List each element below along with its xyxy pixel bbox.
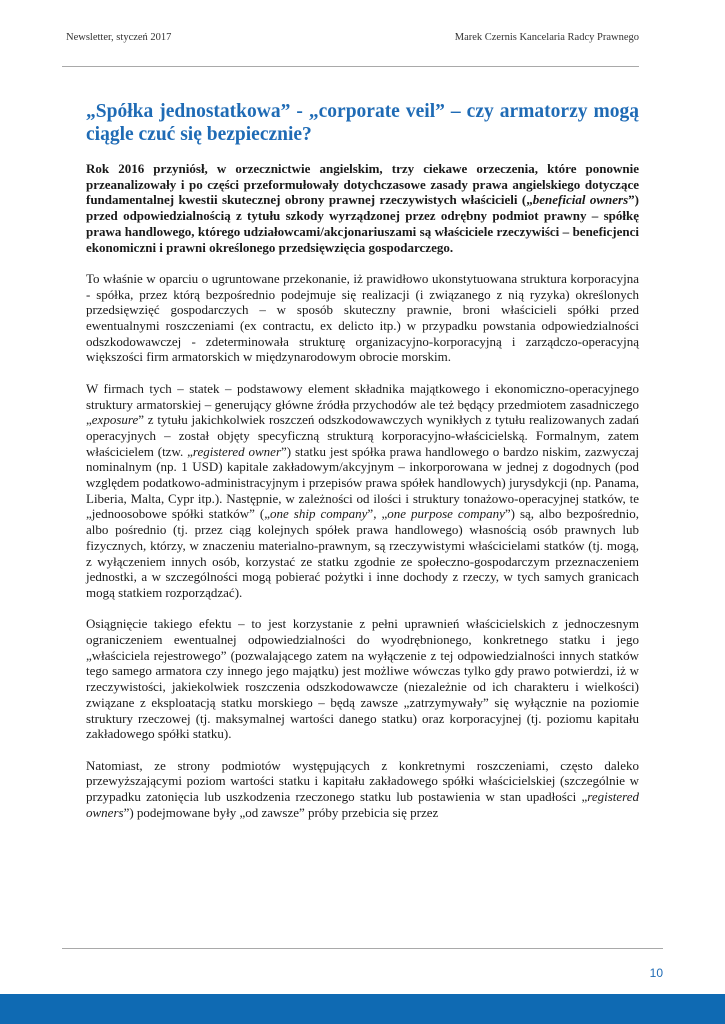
paragraph-emphasis: registered owner [192, 443, 282, 459]
paragraph-2 [86, 381, 639, 601]
paragraph-1: To właśnie w oparciu o ugruntowane przekonanie, iż prawidłowo ukonstytuowana struktura korporacyjna - spółka, przez którą bezpośrednio podejmuje się realizacji (i związanego z nią ryzyka) określonych przedsięwzięć gospodarczych – w sposób skuteczny prawnie, broni właścicieli spółki przed ewentualnymi roszczeniami (ex contractu, ex delicto itp.) w przypadku powstania odpowiedzialności odszkodowawczej - zdeterminowała strukturę organizacyjno-korporacyjną i zarządczo-operacyjną większości firm armatorskich w międzynarodowym obrocie morskim. [86, 270, 639, 365]
lead-text: ”) przed odpowiedzialnością z tytułu szkody wyrządzonej przez odrębny podmiot prawny – spółkę prawa handlowego, którego udziałowcami/akcjonariuszami są właściciele rzeczywiści – beneficjenci ekonomiczni i prawni określonego przedsięwzięcia gospodarczego. [86, 192, 640, 255]
paragraph-text: ” z tytułu jakichkolwiek roszczeń odszkodowawczych wynikłych z tytułu realizowanych zadań operacyjnych – został objęty specyficzną strukturą korporacyjno-właścicielską. Formalnym, zatem właścicielem (tzw. „ [86, 412, 639, 459]
paragraph-text: W firmach tych – statek – podstawowy element składnika majątkowego i ekonomiczno-operacyjnego struktury armatorskiej – generujący główne źródła przychodów ale też będący przedmiotem zasadniczego „ [86, 380, 639, 428]
header-divider [62, 66, 639, 67]
paragraph-text: ”) są, albo bezpośrednio, albo pośrednio (tj. przez ciąg kolejnych spółek prawa handlowego) własnością osób prawnych lub fizycznych, którzy, w znaczeniu materialno-prawnym, są rzeczywistymi właścicielami statków (tj. mogą, z wyłączeniem innych osób, korzystać ze statku zgodnie ze społeczno-gospodarczym przeznaczeniem jednostki, a w szczególności mogą pobierać pożytki i inne dochody z rzeczy, w tych samych granicach mogą statkiem rozporządzać). [86, 506, 640, 600]
newsletter-date: Newsletter, styczeń 2017 [66, 32, 172, 43]
paragraph-emphasis: registered owners [86, 789, 639, 820]
footer-band [0, 994, 725, 1024]
paragraph-4 [86, 758, 639, 821]
footer-divider [62, 948, 663, 949]
page-number: 10 [649, 966, 663, 980]
paragraph-emphasis: one purpose company [387, 506, 505, 522]
paragraph-text: ”) podejmowane były „od zawsze” próby przebicia się przez [123, 804, 439, 820]
paragraph-emphasis: exposure [91, 412, 139, 428]
lead-paragraph [86, 161, 639, 255]
paragraph-3: Osiągnięcie takiego efektu – to jest korzystanie z pełni uprawnień właścicielskich z jednoczesnym ograniczeniem ewentualnej odpowiedzialności do wyodrębnionego, konkretnego statku i jego „właściciela rejestrowego” (pozwalającego zatem na wyłączenie z tej odpowiedzialności innych statków tego samego armatora czy innego jego majątku) jest możliwe wówczas tylko gdy prawo potwierdzi, iż w rzeczywistości, jakiekolwiek roszczenia odszkodowawcze (niezależnie od ich charakteru i wielkości) związane z eksploatacją statku morskiego – będą zawsze „zatrzymywały” się wyłącznie na poziomie struktury rzeczowej (tj. maksymalnej wartości danego statku) oraz korporacyjnej (tj. poziomu kapitału zakładowego spółki statku). [86, 616, 639, 742]
page-header [66, 32, 639, 43]
paragraph-text: ”) statku jest spółka prawa handlowego o bardzo niskim, zazwyczaj nominalnym (np. 1 USD) kapitale zakładowym/akcyjnym – inkorporowana w jednej z dogodnych (pod względem podatkowo-administracyjnym i przepisów prawa spółek handlowych) jurysdykcji (np. Panama, Liberia, Malta, Cypr itp.). Następnie, w zależności od ilości i struktury tonażowo-operacyjnej statków, te „jednoosobowe spółki statków” („ [86, 443, 639, 522]
paragraph-emphasis: one ship company [270, 506, 368, 522]
paragraph-text: ”, „ [367, 506, 388, 522]
article-body [86, 161, 639, 836]
lead-text: Rok 2016 przyniósł, w orzecznictwie angielskim, trzy ciekawe orzeczenia, które ponownie przeanalizowały i po części przeformułowały dotychczasowe zasady prawa angielskiego dotyczące fundamentalnej kwestii skutecznej obrony prawnej rzeczywistych właścicieli („ [86, 161, 639, 208]
article-title: „Spółka jednostatkowa” - „corporate veil” – czy armatorzy mogą ciągle czuć się bezpiecznie? [86, 101, 639, 145]
law-office-name: Marek Czernis Kancelaria Radcy Prawnego [454, 32, 639, 43]
paragraph-text: Natomiast, ze strony podmiotów występujących z konkretnymi roszczeniami, często daleko przewyższającymi poziom wartości statku i kapitału zakładowego spółki właścicielskiej (szczególnie w przypadku zatonięcia lub uszkodzenia rzeczonego statku lub postawienia w stan upadłości „ [86, 757, 639, 805]
lead-emphasis: beneficial owners [532, 192, 629, 208]
